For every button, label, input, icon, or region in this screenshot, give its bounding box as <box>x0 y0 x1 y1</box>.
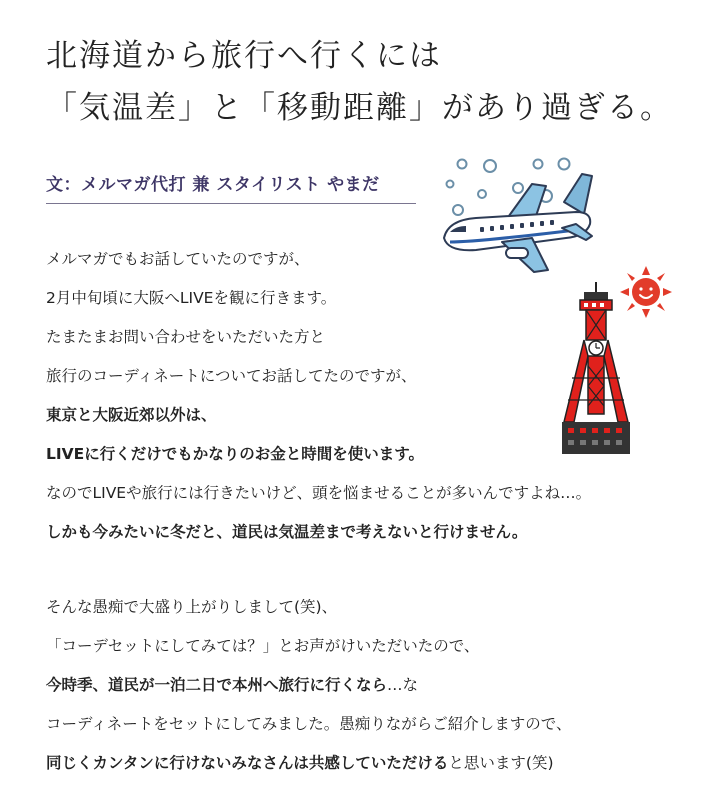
text-line: 2月中旬頃に大阪へLIVEを観に行きます。 <box>46 289 337 307</box>
text-line: 「コーデセットにしてみては？」とお声がけいただいたので、 <box>46 637 480 655</box>
text-line: なのでLIVEや旅行には行きたいけど、頭を悩ませることが多いんですよね…。 <box>46 484 592 502</box>
text-line-mixed <box>46 744 571 783</box>
title-line-1: 北海道から旅行へ行くには <box>46 38 442 74</box>
regular-text: …な <box>387 676 419 694</box>
paragraph-1 <box>46 240 591 552</box>
paragraph-2 <box>46 588 571 783</box>
text-line-bold: LIVEに行くだけでもかなりのお金と時間を使います。 <box>46 445 424 463</box>
regular-text: と思います(笑) <box>448 754 554 772</box>
text-line-mixed <box>46 666 571 705</box>
text-line: 旅行のコーディネートについてお話してたのですが、 <box>46 367 417 385</box>
text-line: メルマガでもお話していたのですが、 <box>46 250 310 268</box>
byline: 文：メルマガ代打 兼 スタイリスト やまだ <box>46 170 416 204</box>
text-line-bold: 東京と大阪近郊以外は、 <box>46 406 217 424</box>
text-line: たまたまお問い合わせをいただいた方と <box>46 328 326 346</box>
title-line-2: 「気温差」と「移動距離」があり過ぎる。 <box>46 90 673 126</box>
bold-text: 今時季、道民が一泊二日で本州へ旅行に行くなら <box>46 676 388 694</box>
bold-text: 同じくカンタンに行けないみなさんは共感していただける <box>46 754 449 772</box>
text-line: そんな愚痴で大盛り上がりしまして(笑)、 <box>46 598 338 616</box>
text-line: コーディネートをセットにしてみました。愚痴りながらご紹介しますので、 <box>46 715 572 733</box>
article-title <box>46 30 673 134</box>
text-line-bold: しかも今みたいに冬だと、道民は気温差まで考えないと行けません。 <box>46 523 528 541</box>
